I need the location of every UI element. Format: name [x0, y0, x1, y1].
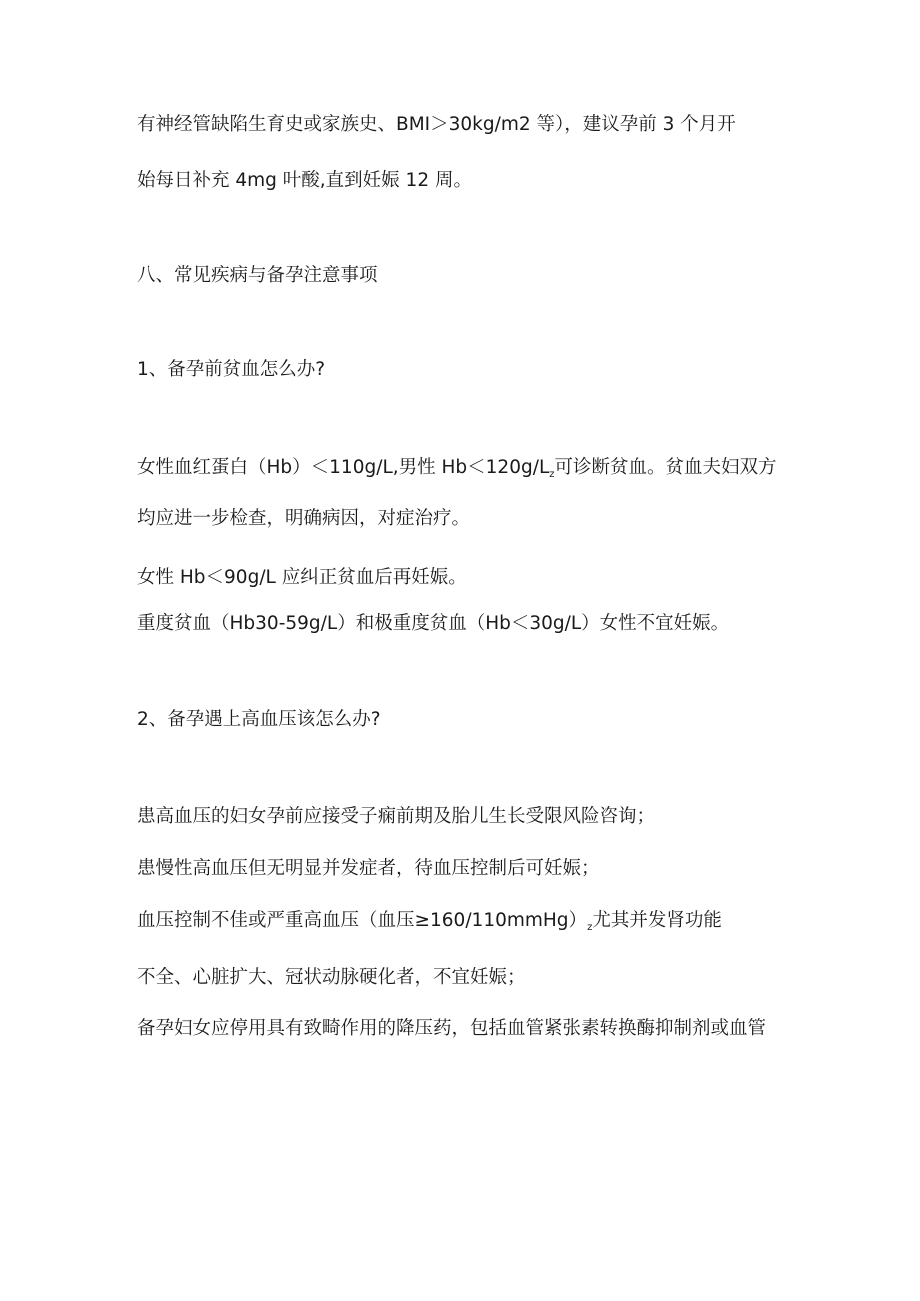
q2-paragraph-4: 备孕妇女应停用具有致畸作用的降压药，包括血管紧张素转换酶抑制剂或血管	[137, 1018, 767, 1039]
q1-paragraph-2: 女性 Hb＜90g/L 应纠正贫血后再妊娠。	[137, 567, 467, 588]
q2-paragraph-3-line-2: 不全、心脏扩大、冠状动脉硬化者，不宜妊娠；	[137, 967, 526, 988]
intro-line-2: 始每日补充 4mg 叶酸,直到妊娠 12 周。	[137, 170, 472, 191]
q2-paragraph-3-line-1	[137, 909, 722, 940]
q1-p1-text-b: 可诊断贫血。贫血夫妇双方	[554, 457, 777, 478]
q1-paragraph-3: 重度贫血（Hb30-59g/L）和极重度贫血（Hb＜30g/L）女性不宜妊娠。	[137, 613, 730, 634]
intro-line-1: 有神经管缺陷生育史或家族史、BMI＞30kg∕m2 等），建议孕前 3 个月开	[137, 114, 736, 135]
section-heading: 八、常见疾病与备孕注意事项	[137, 265, 378, 286]
q1-paragraph-1-line-1	[137, 456, 777, 487]
q1-p1-subscript: z	[549, 469, 555, 480]
q2-paragraph-1: 患高血压的妇女孕前应接受子痫前期及胎儿生长受限风险咨询；	[137, 806, 656, 827]
q2-p3-subscript: z	[587, 922, 593, 933]
question-2-title: 2、备孕遇上高血压该怎么办?	[137, 709, 381, 730]
q1-p1-text-a: 女性血红蛋白（Hb）＜110g/L,男性 Hb＜120g/L	[137, 457, 550, 478]
q2-p3-text-a: 血压控制不佳或严重高血压（血压≥160/110mmHg）	[137, 910, 588, 931]
question-1-title: 1、备孕前贫血怎么办?	[137, 359, 326, 380]
q2-p3-text-b: 尤其并发肾功能	[592, 910, 722, 931]
q1-paragraph-1-line-2: 均应进一步检查，明确病因，对症治疗。	[137, 508, 471, 529]
q2-paragraph-2: 患慢性高血压但无明显并发症者，待血压控制后可妊娠；	[137, 858, 600, 879]
